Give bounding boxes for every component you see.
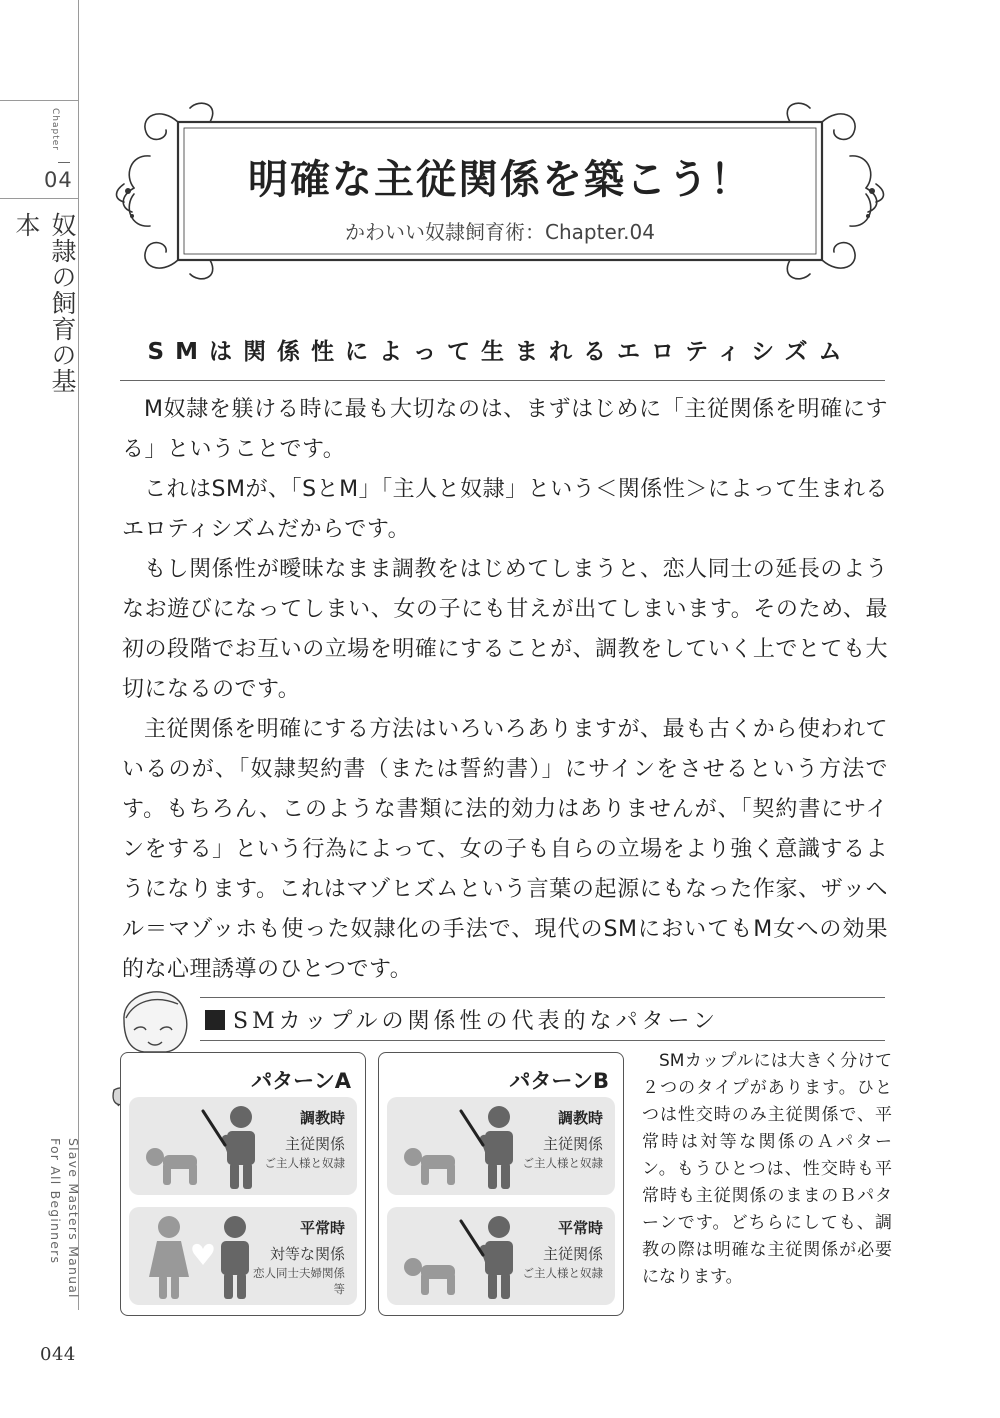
state-label: 平常時 (557, 1219, 603, 1237)
square-bullet-icon (205, 1010, 225, 1030)
margin-rule (78, 0, 79, 1310)
body-text (122, 390, 888, 990)
pattern-a-normal-card (129, 1207, 357, 1305)
relation-note: 恋人同士夫婦関係等 (253, 1266, 345, 1296)
relation-note: ご主人様と奴隷 (264, 1156, 345, 1170)
state-label: 平常時 (299, 1219, 345, 1237)
page-subtitle: かわいい奴隷飼育術：Chapter.04 (345, 220, 655, 244)
paragraph: これはSMが、「SとM」「主人と奴隷」という＜関係性＞によって生まれるエロティシズムだからです。 (122, 477, 888, 542)
paragraph: M奴隷を躾ける時に最も大切なのは、まずはじめに「主従関係を明確にする」ということです。 (122, 397, 888, 462)
pattern-a-panel (120, 1052, 366, 1316)
master-slave-icon (393, 1101, 523, 1191)
paragraph: 主従関係を明確にする方法はいろいろありますが、最も古くから使われているのが、「奴隷契約書（または誓約書）」にサインをさせるという方法です。もちろん、このような書類に法的効力はありませんが、「契約書にサインをする」という行為によって、女の子も自らの立場をより強く意識するようになります。これはマゾヒズムという言葉の起源にもなった作家、ザッヘル＝マゾッホも使った奴隷化の手法で、現代のSMにおいてもM女への効果的な心理誘導のひとつです。 (122, 717, 889, 982)
relation-label: 主従関係 (284, 1135, 345, 1153)
box-rule-top (200, 997, 885, 998)
series-title (38, 1138, 82, 1318)
pattern-b-panel (378, 1052, 624, 1316)
section-heading: SMは関係性によって生まれるエロティシズム (147, 339, 853, 365)
series-title-line-2: For All Beginners (48, 1138, 63, 1265)
relation-note: ご主人様と奴隷 (522, 1266, 603, 1280)
master-slave-icon (393, 1211, 523, 1301)
state-label: 調教時 (557, 1109, 603, 1127)
paragraph: もし関係性が曖昧なまま調教をはじめてしまうと、恋人同士の延長のようなお遊びになってしまい、女の子にも甘えが出てしまいます。そのため、最初の段階でお互いの立場を明確にすることが、調教をしていく上でとても大切になるのです。 (122, 557, 888, 702)
pattern-b-title: パターンB (509, 1069, 609, 1093)
box-heading (205, 1004, 719, 1035)
chapter-label: Chapter (50, 108, 60, 151)
page-number: 044 (40, 1344, 76, 1365)
relation-label: 主従関係 (542, 1245, 603, 1263)
chapter-number: 04 (44, 168, 73, 192)
master-slave-icon (135, 1101, 265, 1191)
pattern-explanation: SMカップルには大きく分けて２つのタイプがあります。ひとつは性交時のみ主従関係で、平常時は対等な関係のＡパターン。もうひとつは、性交時も平常時も主従関係のままのＢパターンです。どちらにしても、調教の際は明確な主従関係が必要になります。 (642, 1051, 892, 1287)
pattern-b-normal-card (387, 1207, 615, 1305)
box-rule-bottom (200, 1040, 885, 1041)
box-heading-text: SMカップルの関係性の代表的なパターン (233, 1009, 720, 1034)
section-rule (120, 380, 885, 381)
pattern-a-play-card (129, 1097, 357, 1195)
page-title: 明確な主従関係を築こう！ (248, 157, 752, 203)
running-title: 奴隷の飼育の基本 (12, 212, 77, 394)
chapter-box-bottom-line (0, 198, 78, 199)
relation-label: 主従関係 (542, 1135, 603, 1153)
series-title-line-1: Slave Masters Manual (66, 1138, 81, 1299)
relation-note: ご主人様と奴隷 (522, 1156, 603, 1170)
state-label: 調教時 (299, 1109, 345, 1127)
pattern-a-title: パターンA (251, 1069, 351, 1093)
chapter-tick (58, 162, 70, 163)
relation-label: 対等な関係 (269, 1245, 345, 1263)
chapter-box-top-line (0, 100, 78, 101)
pattern-b-play-card (387, 1097, 615, 1195)
